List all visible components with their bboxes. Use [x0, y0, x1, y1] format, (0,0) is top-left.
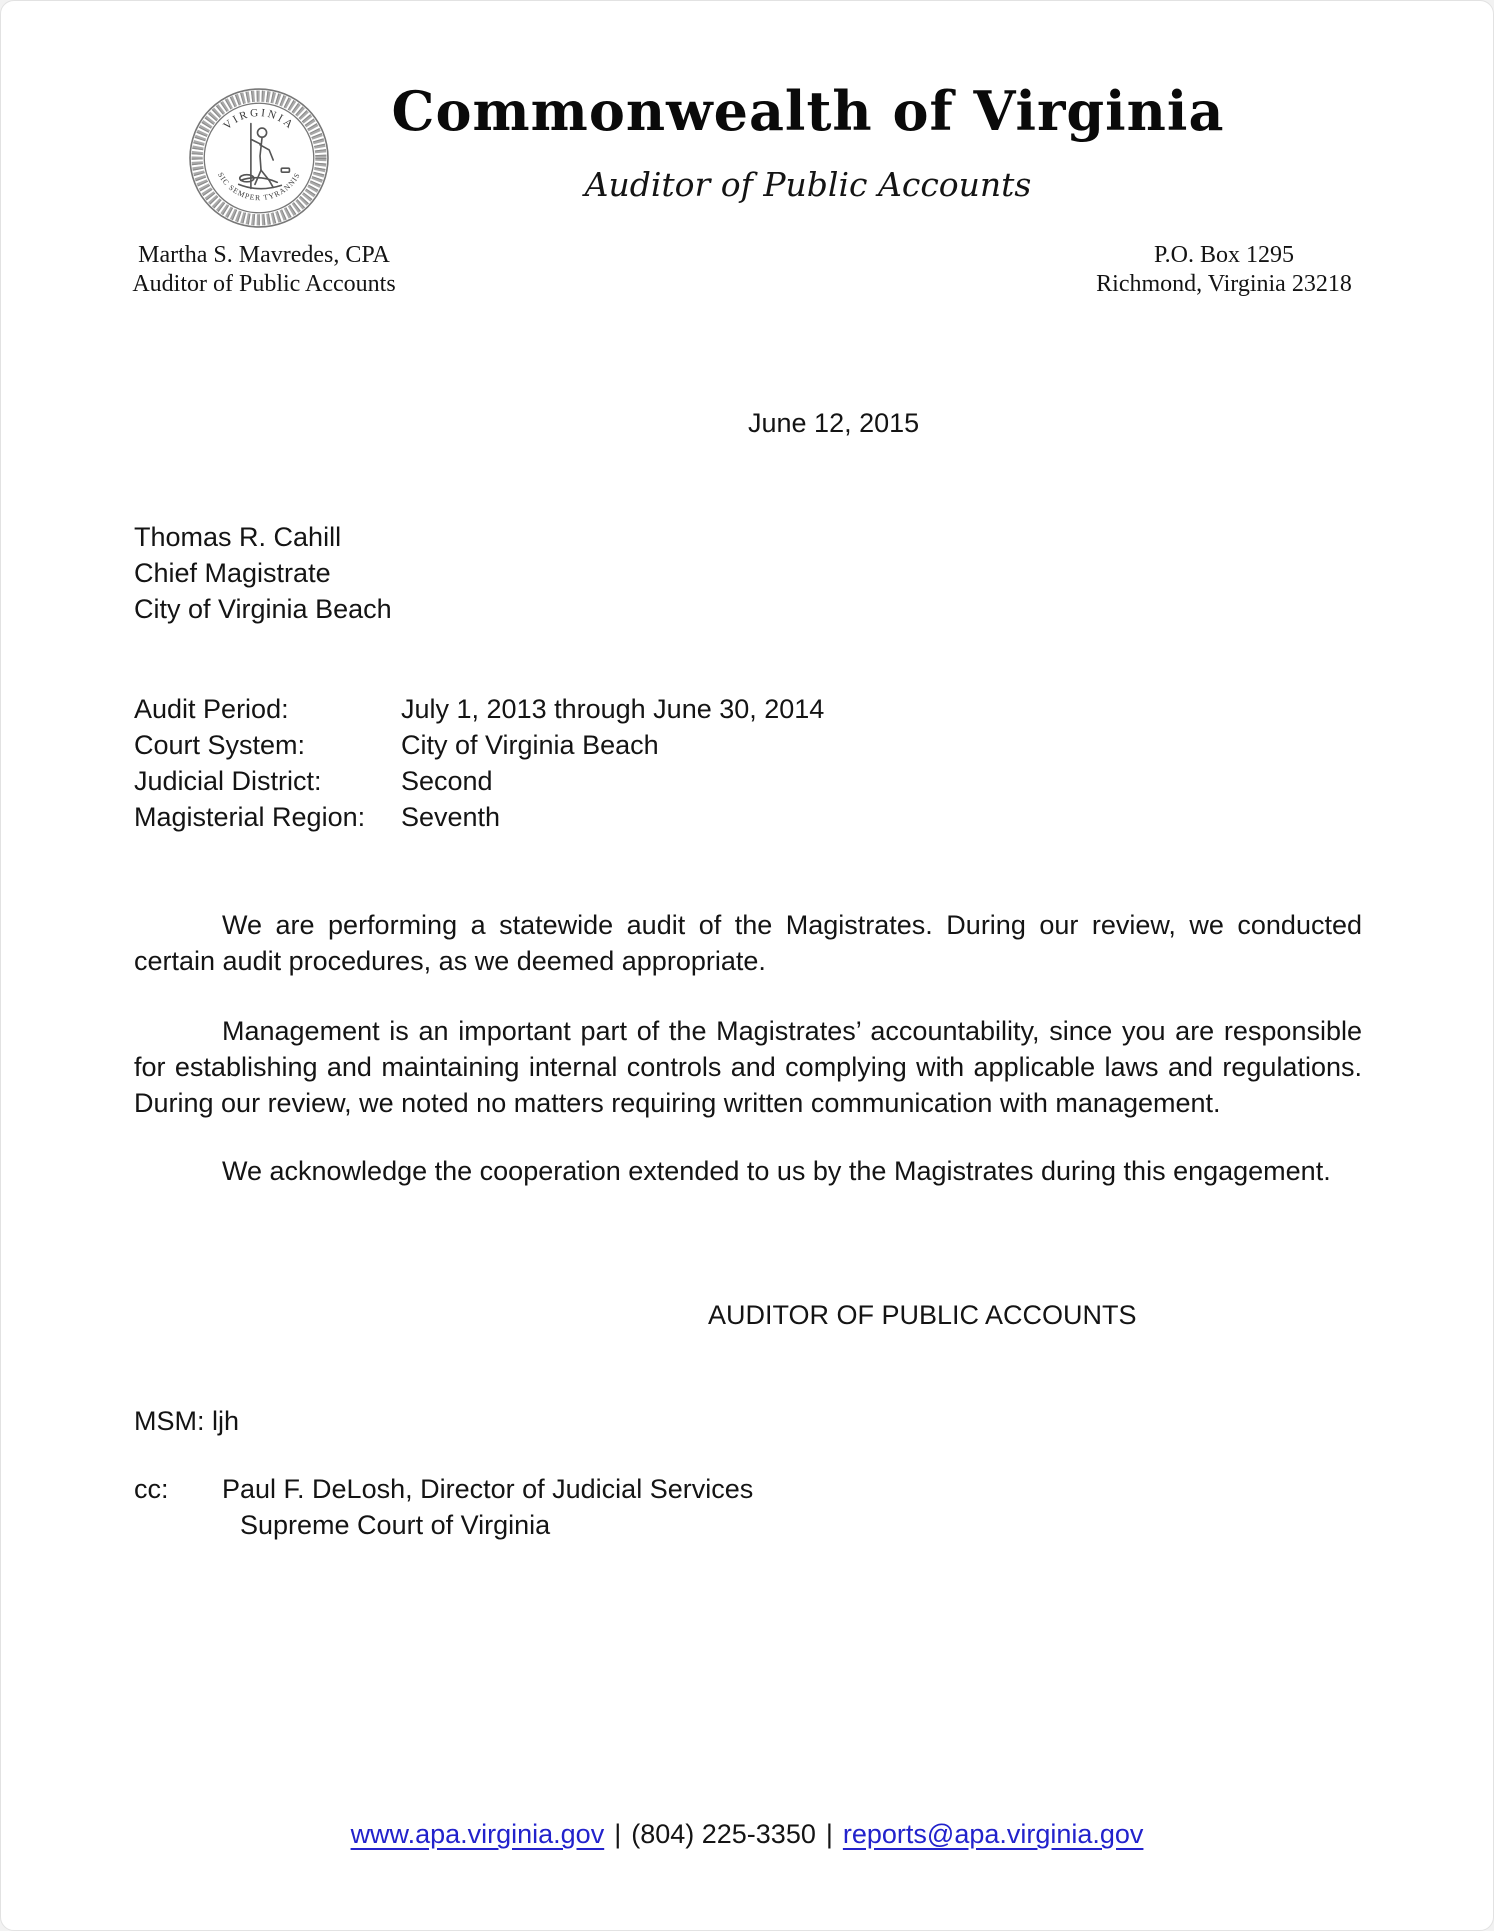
table-row: [134, 691, 824, 727]
table-row: [134, 727, 824, 763]
footer-separator: |: [614, 1819, 622, 1849]
cc-block: [134, 1471, 1362, 1543]
paragraph-acknowledgement: We acknowledge the cooperation extended to us by the Magistrates during this engagement.: [222, 1156, 1331, 1186]
official-name: Martha S. Mavredes, CPA: [138, 242, 390, 268]
email-link[interactable]: reports@apa.virginia.gov: [842, 1819, 1144, 1849]
letter-body: [134, 405, 1362, 1543]
recipient-locality: City of Virginia Beach: [134, 594, 392, 624]
official-title: Auditor of Public Accounts: [132, 271, 396, 297]
svg-text:VIRGINIA: VIRGINIA: [221, 106, 297, 133]
letter-date: June 12, 2015: [748, 408, 920, 438]
audit-info-table: [134, 691, 824, 835]
letterhead: [134, 1, 1362, 311]
official-name-block: [114, 241, 414, 299]
audit-period-value: July 1, 2013 through June 30, 2014: [401, 694, 825, 724]
city-state-zip: Richmond, Virginia 23218: [1096, 271, 1352, 297]
reference-initials: MSM: ljh: [134, 1406, 240, 1436]
page-footer: [1, 1819, 1493, 1850]
letterhead-titles: [254, 79, 1362, 204]
audit-period-label: Audit Period:: [134, 694, 289, 724]
court-system-value: City of Virginia Beach: [401, 730, 659, 760]
magisterial-region-label: Magisterial Region:: [134, 802, 366, 832]
page-title: Commonwealth of Virginia: [391, 79, 1225, 143]
judicial-district-label: Judicial District:: [134, 766, 322, 796]
recipient-name: Thomas R. Cahill: [134, 522, 342, 552]
table-row: [134, 763, 824, 799]
cc-recipients: [222, 1471, 753, 1543]
signature-block: AUDITOR OF PUBLIC ACCOUNTS: [708, 1300, 1137, 1330]
cc-recipient-1: Paul F. DeLosh, Director of Judicial Services: [222, 1474, 754, 1504]
po-box: P.O. Box 1295: [1153, 242, 1295, 268]
footer-separator: |: [825, 1819, 833, 1849]
phone-number: (804) 225-3350: [631, 1819, 816, 1849]
cc-label: cc:: [134, 1474, 169, 1504]
magisterial-region-value: Seventh: [401, 802, 501, 832]
svg-text:SIC SEMPER TYRANNIS: SIC SEMPER TYRANNIS: [215, 170, 303, 203]
judicial-district-value: Second: [401, 766, 493, 796]
paragraph-management-responsibility: Management is an important part of the Magistrates’ accountability, since you are responsible for establishing and maintaining internal controls and complying with applicable laws and regulations. During our review, we noted no matters requiring written communication with management.: [134, 1016, 1362, 1118]
paragraph-audit-scope: We are performing a statewide audit of the Magistrates. During our review, we conducted certain audit procedures, as we deemed appropriate.: [134, 910, 1362, 976]
recipient-title: Chief Magistrate: [134, 558, 331, 588]
agency-subtitle: Auditor of Public Accounts: [584, 165, 1032, 204]
recipient-block: [134, 519, 1362, 627]
court-system-label: Court System:: [134, 730, 306, 760]
table-row: [134, 799, 824, 835]
cc-recipient-2: Supreme Court of Virginia: [240, 1510, 551, 1540]
website-link[interactable]: www.apa.virginia.gov: [350, 1819, 605, 1849]
agency-address-block: [1074, 241, 1374, 299]
